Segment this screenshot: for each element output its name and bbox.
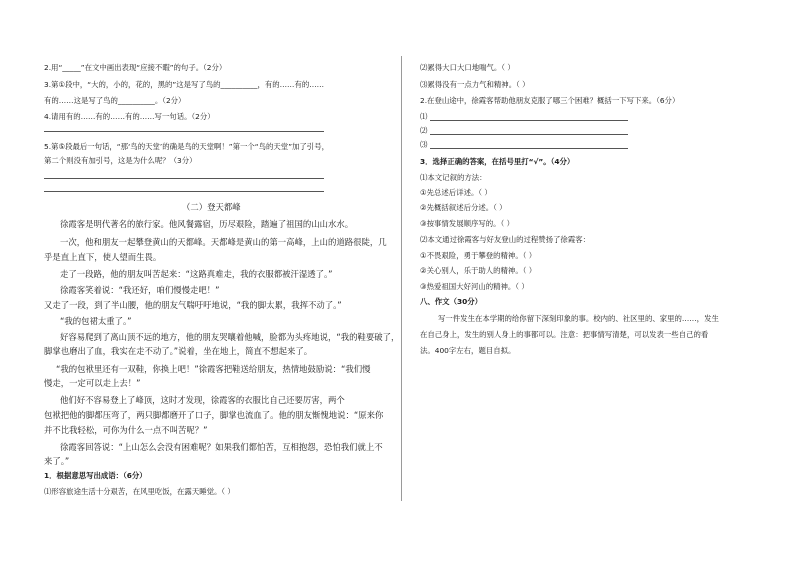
question-5-line-1: 5.第⑤段最后一句话，“那‘鸟的天堂’的确是鸟的天堂啊！”第一个“鸟的天堂”加了引号，	[44, 142, 329, 151]
question-1-item-1: ⑴形容旅途生活十分艰苦，在风里吃饭，在露天睡觉。（ ）	[44, 487, 235, 496]
question-3-line-1: 3.第①段中，“大的，小的，花的，黑的”这是写了鸟的__________，有的……有的……	[44, 80, 325, 89]
question-3-part-2: ⑵本文通过徐霞客与好友登山的过程赞扬了徐霞客：	[420, 235, 590, 244]
option[interactable]: ①先总述后详述。（ ）	[420, 188, 492, 197]
answer-label: ⑵	[420, 126, 428, 135]
option[interactable]: ③热爱祖国大好河山的精神。（ ）	[420, 282, 529, 291]
answer-line[interactable]	[44, 178, 324, 179]
column-divider	[401, 56, 402, 501]
essay-instructions: 法。400字左右，题目自拟。	[420, 346, 516, 355]
option[interactable]: ③按事情发展顺序写的。（ ）	[420, 219, 514, 228]
passage-paragraph: 好容易爬到了离山顶不远的地方，他的朋友哭嚷着他喊，脸都为头疼地说，“我的鞋要破了，	[60, 332, 400, 342]
answer-line[interactable]	[430, 120, 628, 121]
passage-paragraph: 乎是直上直下，使人望而生畏。	[44, 252, 162, 262]
answer-label: ⑴	[420, 112, 428, 121]
section-title: （二）登天都峰	[182, 202, 241, 212]
answer-line[interactable]	[44, 131, 324, 132]
question-3-part-1: ⑴本文记叙的方法：	[420, 173, 487, 182]
passage-paragraph: 脚掌也磨出了血，我实在走不动了。”说着，坐在地上，简直不想起来了。	[44, 346, 313, 356]
passage-paragraph: 他们好不容易登上了峰顶，这时才发现，徐霞客的衣服比自己还要厉害，两个	[60, 395, 345, 405]
passage-paragraph: 走了一段路，他的朋友叫苦起来：“这路真难走，我的衣服都被汗湿透了。”	[60, 269, 333, 279]
answer-line[interactable]	[44, 191, 324, 192]
essay-instructions: 写一件发生在本学期的给你留下深刻印象的事。校内的、社区里的、家里的……，发生	[438, 314, 719, 323]
passage-paragraph: “我的包裙太重了。”	[60, 316, 132, 326]
question-3-line-2: 有的……这是写了鸟的__________。（2分）	[44, 96, 186, 105]
question-4: 4.请用有的……有的……有的……写一句话。（2分）	[44, 112, 215, 121]
passage-paragraph: 包袱把他的脚都压弯了，两只脚都磨开了口子，脚掌也流血了。他的朋友惭愧地说：“原来你	[44, 410, 384, 420]
option[interactable]: ②先概括叙述后分述。（ ）	[420, 203, 507, 212]
answer-line[interactable]	[430, 134, 628, 135]
essay-instructions: 在自己身上，发生的别人身上的事都可以。注意：把事情写清楚，可以发表一些自己的看	[420, 330, 709, 339]
question-1-item-3: ⑶累得没有一点力气和精神。（ ）	[420, 80, 530, 89]
question-1: 1．根据意思写出成语：（6分）	[44, 471, 147, 480]
option[interactable]: ①不畏艰险，勇于攀登的精神。（ ）	[420, 251, 537, 260]
passage-paragraph: 慢走，一定可以走上去！”	[44, 378, 141, 388]
passage-paragraph: 一次，他和朋友一起攀登黄山的天都峰。天都峰是黄山的第一高峰，上山的道路很陡，几	[60, 237, 387, 247]
answer-label: ⑶	[420, 140, 428, 149]
question-1-item-2: ⑵累得大口大口地喘气。（ ）	[420, 63, 515, 72]
question-3: 3．选择正确的答案，在括号里打“√”。（4分）	[420, 157, 575, 166]
option[interactable]: ②关心别人，乐于助人的精神。（ ）	[420, 266, 537, 275]
passage-paragraph: 并不比我轻松，可你为什么一点不叫苦呢？”	[44, 425, 208, 435]
question-5-line-2: 第二个则没有加引号，这是为什么呢？（3分）	[44, 156, 197, 165]
passage-paragraph: 又走了一段，到了半山腰，他的朋友气喘吁吁地说，“我的脚太累，我挥不动了。”	[44, 300, 342, 310]
passage-paragraph: 来了。”	[44, 456, 70, 466]
essay-title: 八、作文（30分）	[420, 297, 483, 306]
passage-paragraph: 徐霞客笑着说：“我还好，咱们慢慢走吧！”	[60, 285, 220, 295]
question-2: 2.用“_____”在文中画出表现“应接不暇”的句子。（2分）	[44, 63, 227, 72]
passage-paragraph: 徐霞客是明代著名的旅行家。他风餐露宿，历尽艰险，踏遍了祖国的山山水水。	[60, 219, 354, 229]
passage-paragraph: 徐霞客回答说：“上山怎么会没有困难呢？如果我们都怕苦，互相抱怨，恐怕我们就上不	[60, 442, 383, 452]
passage-paragraph: “我的包袱里还有一双鞋，你换上吧！”徐霞客把鞋送给朋友，热情地鼓励说：“我们慢	[56, 364, 371, 374]
answer-line[interactable]	[430, 148, 628, 149]
question-2: 2.在登山途中，徐霞客帮助他朋友克服了哪三个困难？概括一下写下来。（6分）	[420, 96, 680, 105]
